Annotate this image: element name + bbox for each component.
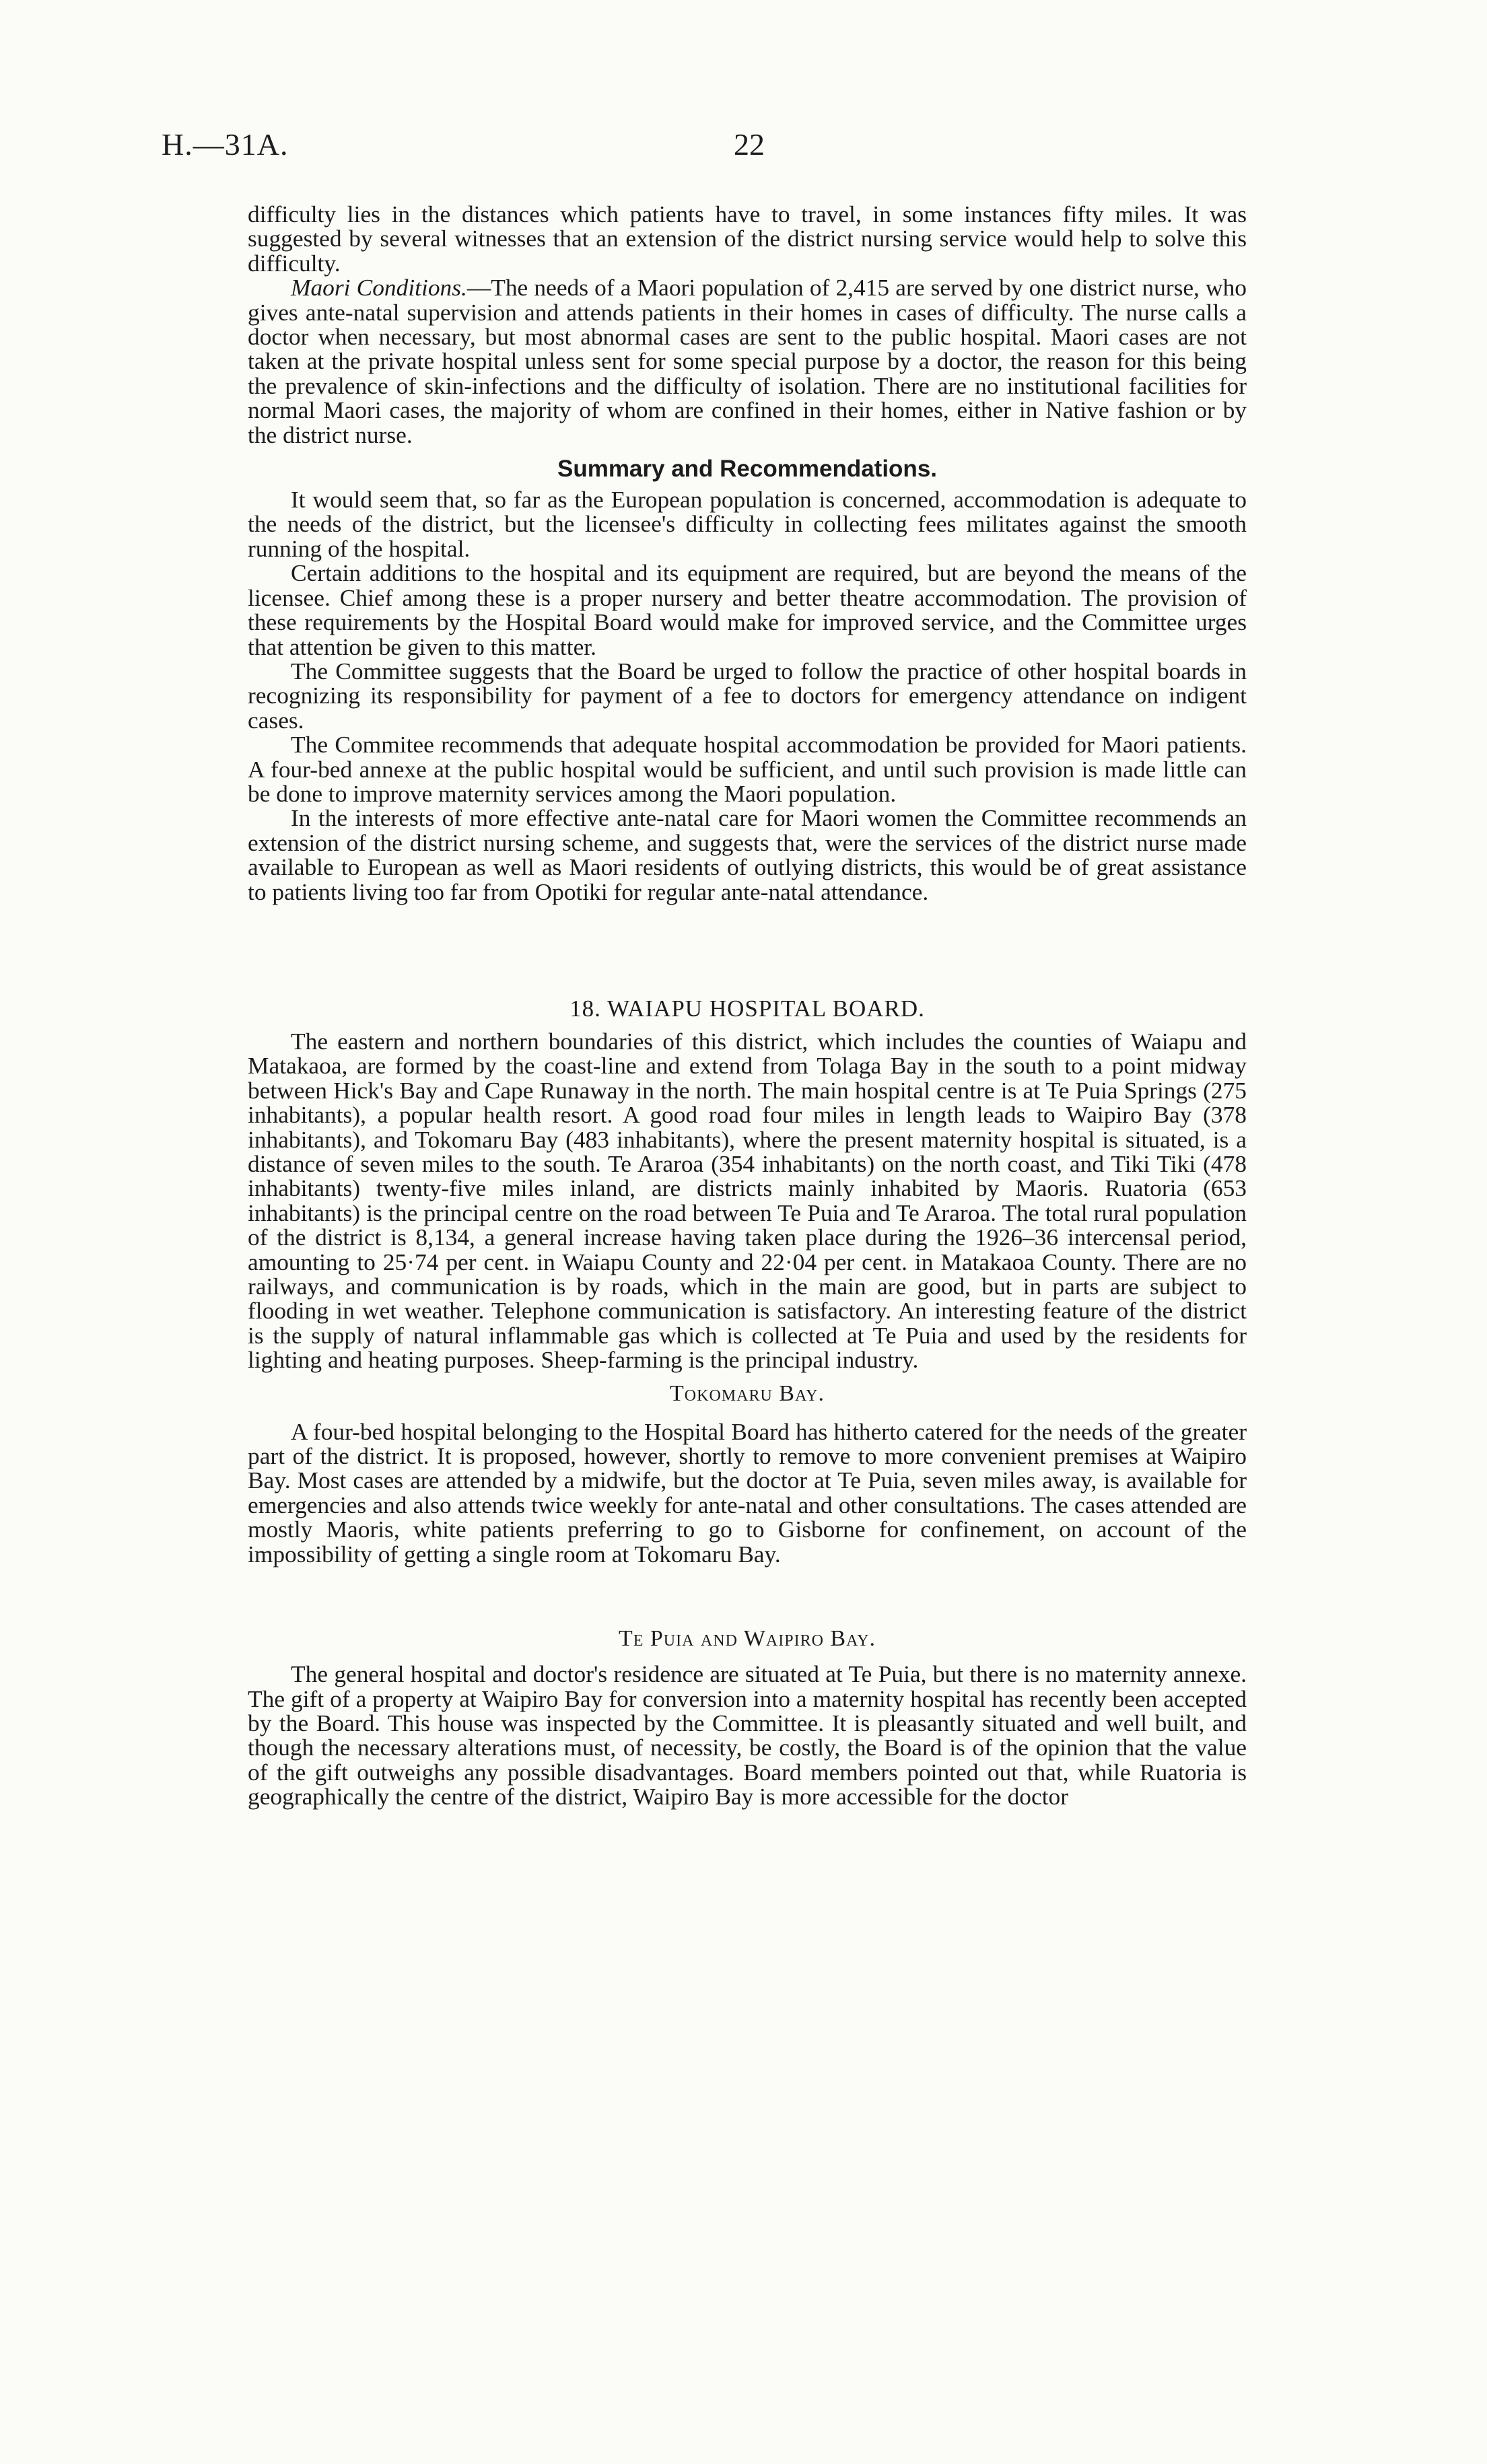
document-reference: H.—31A. <box>162 127 289 162</box>
maori-conditions-text: —The needs of a Maori population of 2,415 are served by one district nurse, who gives ante-natal supervision and attends patients in their homes in cases of difficulty. The nurse calls a doctor when necessary, but most abnormal cases are sent to the public hospital. Maori cases are not taken at the private hospital unless sent for some special purpose by a doctor, the reason for this being the prevalence of skin-infections and the difficulty of isolation. There are no institutional facilities for normal Maori cases, the majority of whom are confined in their homes, either in Native fashion or by the district nurse. <box>248 274 1247 448</box>
body-text <box>248 202 1247 1809</box>
page-header <box>0 127 1487 167</box>
tokomaru-bay-heading: Tokomaru Bay. <box>670 1380 825 1406</box>
waiapu-intro-paragraph: The eastern and northern boundaries of this district, which includes the counties of Waiapu and Matakaoa, are formed by the coast-line and extend from Tolaga Bay in the south to a point midway between Hick's Bay and Cape Runaway in the north. The main hospital centre is at Te Puia Springs (275 inhabitants), a popular health resort. A good road four miles in length leads to Waipiro Bay (378 inhabitants), and Tokomaru Bay (483 inhabitants), where the present maternity hospital is situated, is a distance of seven miles to the south. Te Araroa (354 inhabitants) on the north coast, and Tiki Tiki (478 inhabitants) twenty-five miles inland, are districts mainly inhabited by Maoris. Ruatoria (653 inhabitants) is the principal centre on the road between Te Puia and Te Araroa. The total rural population of the district is 8,134, a general increase having taken place during the 1926–36 intercensal period, amounting to 25·74 per cent. in Waiapu County and 22·04 per cent. in Matakaoa County. There are no railways, and communication is by roads, which in the main are good, but in parts are subject to flooding in wet weather. Telephone communication is satisfactory. An interesting feature of the district is the supply of natural inflammable gas which is collected at Te Puia and used by the residents for lighting and heating purposes. Sheep-farming is the principal industry. <box>248 1027 1247 1374</box>
intro-paragraph: difficulty lies in the distances which patients have to travel, in some instances fifty miles. It was suggested by several witnesses that an extension of the district nursing service would help to solve this difficulty. <box>248 201 1247 277</box>
summary-paragraph: The Committee suggests that the Board be urged to follow the practice of other hospital boards in recognizing its responsibility for payment of a fee to doctors for emergency attendance on indigent cases. <box>248 657 1247 734</box>
te-puia-heading: Te Puia and Waipiro Bay. <box>618 1626 876 1652</box>
summary-paragraph: Certain additions to the hospital and its equipment are required, but are beyond the means of the licensee. Chief among these is a proper nursery and better theatre accommodation. The provision of these requirements by the Hospital Board would make for improved service, and the Committee urges that attention be given to this matter. <box>248 559 1247 660</box>
summary-paragraph: The Commitee recommends that adequate hospital accommodation be provided for Maori patients. A four-bed annexe at the public hospital would be sufficient, and until such provision is made little can be done to improve maternity services among the Maori population. <box>248 731 1247 807</box>
maori-conditions-lead: Maori Conditions. <box>291 274 467 302</box>
maori-conditions-paragraph <box>248 275 1247 447</box>
summary-paragraph: It would seem that, so far as the European population is concerned, accommodation is adequate to the needs of the district, but the licensee's difficulty in collecting fees militates against the smooth running of the hospital. <box>248 486 1247 562</box>
tokomaru-bay-paragraph: A four-bed hospital belonging to the Hospital Board has hitherto catered for the needs of the greater part of the district. It is proposed, however, shortly to remove to more convenient premises at Waipiro Bay. Most cases are attended by a midwife, but the doctor at Te Puia, seven miles away, is available for emergencies and also attends twice weekly for ante-natal and other consultations. The cases attended are mostly Maoris, white patients preferring to go to Gisborne for confinement, on account of the impossibility of getting a single room at Tokomaru Bay. <box>248 1417 1247 1568</box>
summary-heading: Summary and Recommendations. <box>557 456 938 483</box>
te-puia-paragraph: The general hospital and doctor's residence are situated at Te Puia, but there is no maternity annexe. The gift of a property at Waipiro Bay for conversion into a maternity hospital has recently been accepted by the Board. This house was inspected by the Committee. It is pleasantly situated and well built, and though the necessary alterations must, of necessity, be costly, the Board is of the opinion that the value of the gift outweighs any possible disadvantages. Board members pointed out that, while Ruatoria is geographically the centre of the district, Waipiro Bay is more accessible for the doctor <box>248 1660 1247 1810</box>
page-number: 22 <box>734 127 765 162</box>
summary-paragraph: In the interests of more effective ante-natal care for Maori women the Committee recommends an extension of the district nursing scheme, and suggests that, were the services of the district nurse made available to European as well as Maori residents of outlying districts, this would be of great assistance to patients living too far from Opotiki for regular ante-natal attendance. <box>248 804 1247 905</box>
section-title: 18. WAIAPU HOSPITAL BOARD. <box>569 995 925 1022</box>
